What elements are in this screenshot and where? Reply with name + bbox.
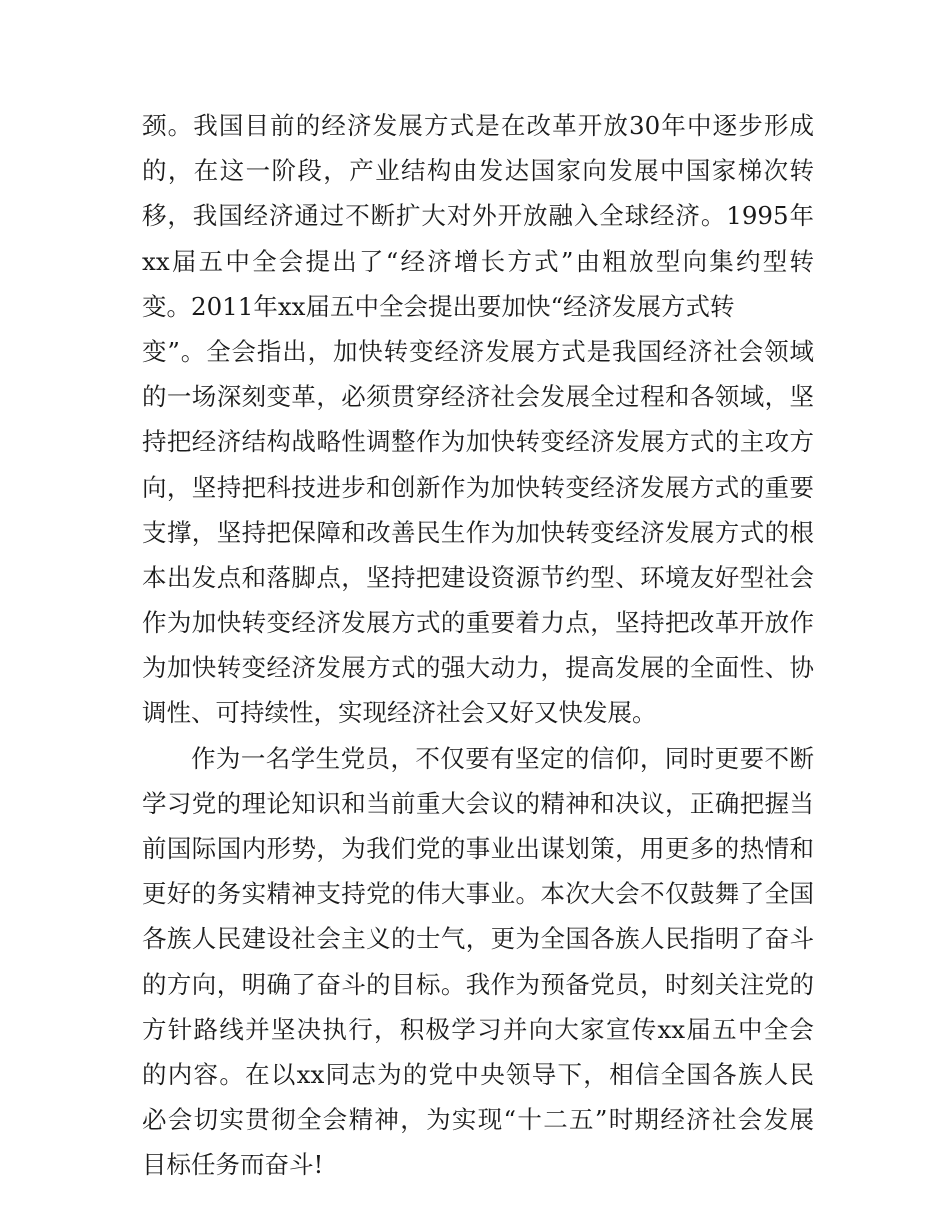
text-line: 向，坚持把科技进步和创新作为加快转变经济发展方式的重要 xyxy=(142,472,814,502)
paragraph-2 xyxy=(142,736,814,1188)
text-line: 持把经济结构战略性调整作为加快转变经济发展方式的主攻方 xyxy=(142,427,814,457)
text-line: 必会切实贯彻全会精神，为实现“十二五”时期经济社会发展 xyxy=(142,1105,814,1135)
text-line: 为加快转变经济发展方式的强大动力，提高发展的全面性、协 xyxy=(142,653,814,683)
document-body xyxy=(142,103,814,1188)
text-line: 目标任务而奋斗! xyxy=(142,1150,324,1180)
text-line: 的方向，明确了奋斗的目标。我作为预备党员，时刻关注党的 xyxy=(142,969,814,999)
text-line: 的，在这一阶段，产业结构由发达国家向发展中国家梯次转 xyxy=(142,156,814,186)
text-line: 调性、可持续性，实现经济社会又好又快发展。 xyxy=(142,698,657,728)
text-line: 各族人民建设社会主义的士气，更为全国各族人民指明了奋斗 xyxy=(142,924,814,954)
text-line: 本出发点和落脚点，坚持把建设资源节约型、环境友好型社会 xyxy=(142,562,814,592)
text-line: 前国际国内形势，为我们党的事业出谋划策，用更多的热情和 xyxy=(142,834,814,863)
text-line: xx届五中全会提出了“经济增长方式”由粗放型向集约型转 xyxy=(142,246,814,276)
text-line: 变”。全会指出，加快转变经济发展方式是我国经济社会领域 xyxy=(142,336,814,366)
text-line: 颈。我国目前的经济发展方式是在改革开放30年中逐步形成 xyxy=(142,111,814,140)
text-line: 支撑，坚持把保障和改善民生作为加快转变经济发展方式的根 xyxy=(142,517,814,547)
text-line: 移，我国经济通过不断扩大对外开放融入全球经济。1995年 xyxy=(142,201,814,231)
paragraph-1 xyxy=(142,103,814,736)
text-line: 更好的务实精神支持党的伟大事业。本次大会不仅鼓舞了全国 xyxy=(142,879,814,909)
text-line: 作为一名学生党员，不仅要有坚定的信仰，同时更要不断 xyxy=(191,743,814,773)
text-line: 方针路线并坚决执行，积极学习并向大家宣传xx届五中全会 xyxy=(142,1014,814,1044)
text-line: 的内容。在以xx同志为的党中央领导下，相信全国各族人民 xyxy=(142,1059,814,1089)
text-line: 的一场深刻变革，必须贯穿经济社会发展全过程和各领域，坚 xyxy=(142,382,814,412)
text-line: 作为加快转变经济发展方式的重要着力点，坚持把改革开放作 xyxy=(142,608,814,638)
text-line: 变。2011年xx届五中全会提出要加快“经济发展方式转 xyxy=(142,291,735,321)
text-line: 学习党的理论知识和当前重大会议的精神和决议，正确把握当 xyxy=(142,788,814,818)
